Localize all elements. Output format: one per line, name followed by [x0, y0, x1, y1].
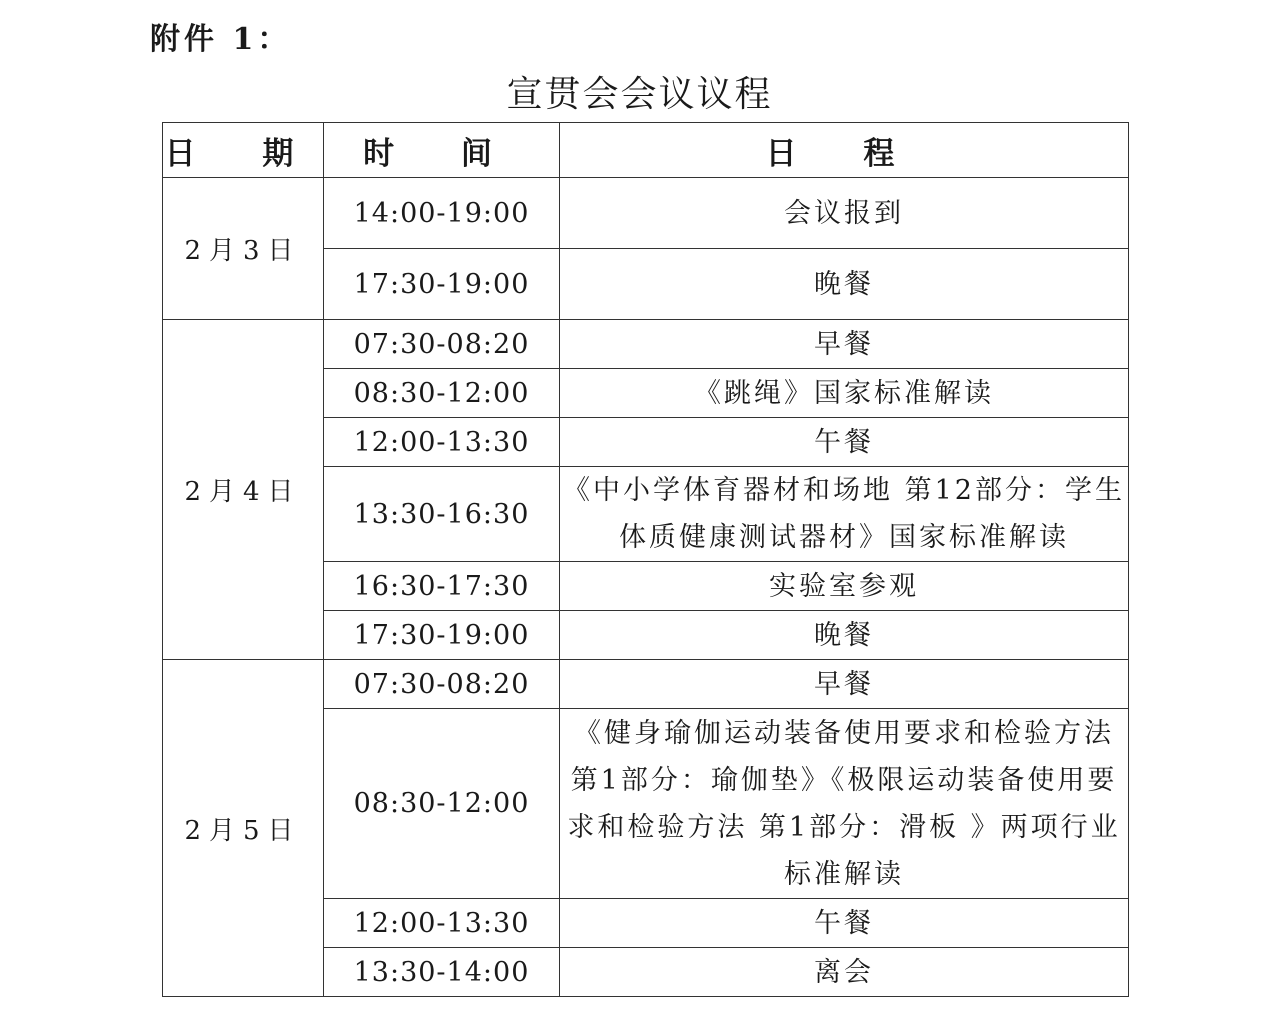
- schedule-cell: 晚餐: [560, 249, 1129, 320]
- schedule-cell: 午餐: [560, 418, 1129, 467]
- page-title: 宣贯会会议议程: [506, 74, 773, 115]
- table-row: [163, 660, 1129, 709]
- header-schedule: 日 程: [560, 123, 1129, 178]
- schedule-cell: 会议报到: [560, 178, 1129, 249]
- schedule-cell: 早餐: [560, 320, 1129, 369]
- time-cell: 12:00-13:30: [324, 418, 560, 467]
- time-cell: 07:30-08:20: [324, 320, 560, 369]
- time-cell: 17:30-19:00: [324, 611, 560, 660]
- date-cell: 2月5日: [163, 660, 324, 997]
- schedule-cell: 午餐: [560, 899, 1129, 948]
- time-cell: 13:30-16:30: [324, 467, 560, 562]
- header-date: 日 期: [163, 123, 324, 178]
- time-cell: 08:30-12:00: [324, 369, 560, 418]
- schedule-cell: 晚餐: [560, 611, 1129, 660]
- time-cell: 14:00-19:00: [324, 178, 560, 249]
- date-cell: 2月3日: [163, 178, 324, 320]
- time-cell: 17:30-19:00: [324, 249, 560, 320]
- table-row: [163, 178, 1129, 249]
- schedule-cell: 《中小学体育器材和场地 第12部分：学生体质健康测试器材》国家标准解读: [560, 467, 1129, 562]
- agenda-table: [162, 122, 1129, 997]
- table-row: [163, 320, 1129, 369]
- schedule-cell: 离会: [560, 948, 1129, 997]
- time-cell: 08:30-12:00: [324, 709, 560, 899]
- time-cell: 16:30-17:30: [324, 562, 560, 611]
- schedule-cell: 《跳绳》国家标准解读: [560, 369, 1129, 418]
- header-time: 时 间: [324, 123, 560, 178]
- schedule-cell: 《健身瑜伽运动装备使用要求和检验方法 第1部分：瑜伽垫》《极限运动装备使用要求和检验方法 第1部分：滑板 》两项行业标准解读: [560, 709, 1129, 899]
- time-cell: 13:30-14:00: [324, 948, 560, 997]
- attachment-label: 附件 1：: [150, 22, 292, 57]
- header-row: [163, 123, 1129, 178]
- time-cell: 12:00-13:30: [324, 899, 560, 948]
- date-cell: 2月4日: [163, 320, 324, 660]
- schedule-cell: 实验室参观: [560, 562, 1129, 611]
- schedule-cell: 早餐: [560, 660, 1129, 709]
- time-cell: 07:30-08:20: [324, 660, 560, 709]
